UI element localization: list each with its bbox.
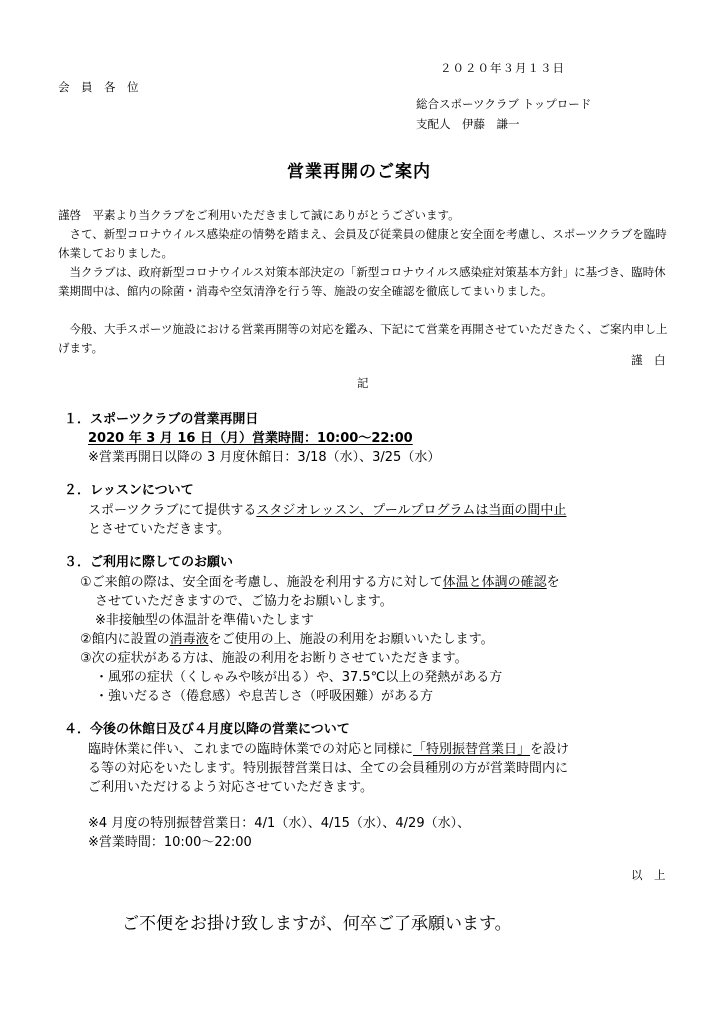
sender-manager: 支配人 伊藤 謙一 bbox=[416, 117, 520, 131]
request-2-tail: をご使用の上、施設の利用をお願いいたします。 bbox=[208, 632, 494, 647]
special-days-note: ※4 月度の特別振替営業日：4/1（水）、4/15（水）、4/29（水）、 bbox=[88, 816, 471, 831]
request-2 bbox=[80, 628, 494, 647]
lessons-suspended: スタジオレッスン、プールプログラムは当面の間中止 bbox=[256, 503, 567, 518]
request-1-text: ①ご来館の際は、安全面を考慮し、施設を利用する方に対して bbox=[80, 575, 443, 590]
section-1-heading: １．スポーツクラブの営業再開日 bbox=[64, 412, 259, 427]
lessons-line-2: とさせていただきます。 bbox=[88, 522, 230, 537]
closed-days-note: ※営業再開日以降の 3 月度休館日：3/18（水）、3/25（水） bbox=[88, 450, 441, 465]
reopen-date-line: 2020 年 3 月 16 日（月）営業時間：10:00～22:00 bbox=[88, 431, 413, 446]
section-2-heading: ２．レッスンについて bbox=[64, 483, 194, 498]
greeting-paragraph: 謹啓 平素より当クラブをご利用いただきまして誠にありがとうございます。 bbox=[58, 208, 460, 222]
closure-paragraph: さて、新型コロナウイルス感染症の情勢を踏まえ、会員及び従業員の健康と安全面を考慮し、スポーツクラブを臨時休業しておりました。 bbox=[58, 227, 667, 260]
april-line-2: る等の対応をいたします。特別振替営業日は、全ての会員種別の方が営業時間内に bbox=[88, 761, 568, 776]
safety-paragraph: 当クラブは、政府新型コロナウイルス対策本部決定の「新型コロナウイルス感染症対策基本方針」に基づき、臨時休業期間中は、館内の除菌・消毒や空気清浄を行う等、施設の安全確認を徹底してまいりました。 bbox=[58, 265, 666, 298]
april-text: 臨時休業に伴い、これまでの臨時休業での対応と同様に bbox=[88, 742, 414, 757]
april-line-1 bbox=[88, 738, 569, 757]
april-line-3: ご利用いただけるよう対応させていただきます。 bbox=[88, 780, 373, 795]
business-hours-note: ※営業時間：10:00～22:00 bbox=[88, 835, 252, 850]
lessons-line-1 bbox=[88, 499, 566, 518]
request-1-line-2: させていただきますので、ご協力をお願いします。 bbox=[95, 594, 393, 609]
request-2-text: ②館内に設置の bbox=[80, 632, 170, 647]
section-3-heading: ３．ご利用に際してのお願い bbox=[64, 555, 234, 570]
request-1-tail: を bbox=[546, 575, 560, 590]
ki-marker: 記 bbox=[357, 376, 369, 390]
symptom-cold: ・風邪の症状（くしゃみや咳が出る）や、37.5℃以上の発熱がある方 bbox=[95, 670, 503, 685]
temperature-check: 体温と体調の確認 bbox=[442, 575, 547, 590]
request-1-line-1 bbox=[80, 571, 560, 590]
page-title: 営業再開のご案内 bbox=[287, 162, 431, 182]
april-tail: を設け bbox=[530, 742, 570, 757]
section-4-heading: ４．今後の休館日及び４月度以降の営業について bbox=[64, 722, 350, 737]
special-business-day: 「特別振替営業日」 bbox=[413, 742, 531, 757]
request-3: ③次の症状がある方は、施設の利用をお断りさせていただきます。 bbox=[80, 651, 468, 666]
ijou: 以 上 bbox=[631, 868, 666, 882]
recipient: 会 員 各 位 bbox=[58, 80, 139, 94]
disinfectant: 消毒液 bbox=[169, 632, 209, 647]
kenpaku: 謹 白 bbox=[631, 353, 666, 367]
sender-organization: 総合スポーツクラブ トップロード bbox=[416, 97, 592, 111]
closing-message: ご不便をお掛け致しますが、何卒ご了承願います。 bbox=[122, 914, 512, 934]
reopen-paragraph: 今般、大手スポーツ施設における営業再開等の対応を鑑み、下記にて営業を再開させていただきたく、ご案内申し上げます。 bbox=[58, 322, 668, 355]
thermometer-note: ※非接触型の体温計を準備いたします bbox=[95, 613, 314, 628]
document-date: ２０２０年３月１３日 bbox=[440, 61, 565, 75]
lessons-text: スポーツクラブにて提供する bbox=[88, 503, 257, 518]
symptom-fatigue: ・強いだるさ（倦怠感）や息苦しさ（呼吸困難）がある方 bbox=[95, 689, 434, 704]
